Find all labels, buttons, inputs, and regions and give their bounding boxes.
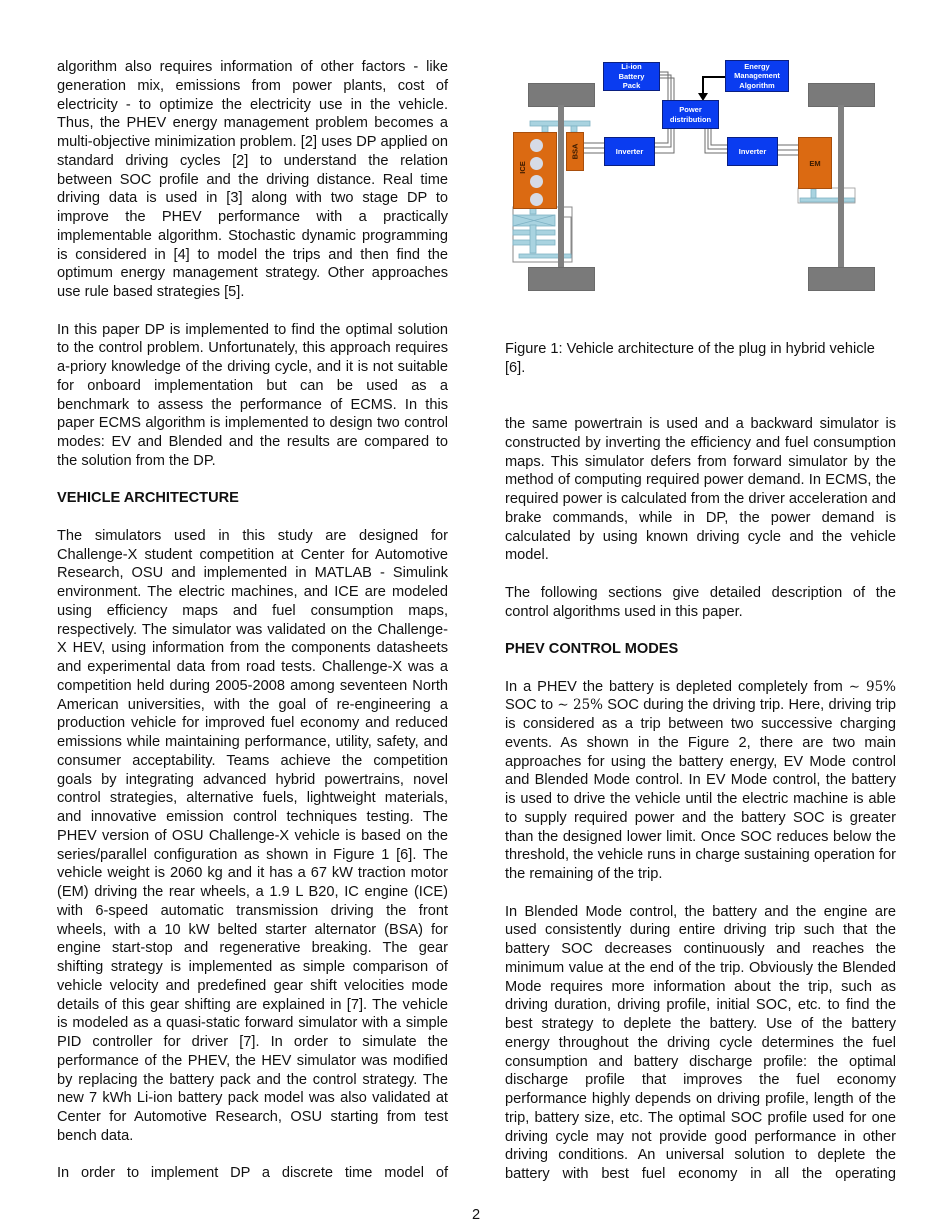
soc-low-value: 25% <box>572 697 603 714</box>
vehicle-architecture-paragraph-1: The simulators used in this study are designed for Challenge-X student competition at Center for Automotive Research, OSU and implemented in MATLAB - Simulink environment. The electric machines, and ICE are modeled using efficiency maps and fuel consumption maps, respectively. The simulator was validated on the Challenge-X HEV, using information from the components datasheets and experimental data from road tests. Challenge-X was a competition held during 2005-2008 among seventeen North American universities, with the goal of re-engineering a production vehicle for improved fuel economy and reduced emissions while maintaining performance, utility, safety, and consumer acceptability. Teams achieve the competition goals by integrating advanced hybrid powertrains, novel control strategies, alternative fuels, lightweight materials, and innovative emission control techniques testing. The PHEV version of OSU Challenge-X vehicle is based on the series/parallel configuration as shown in Figure 1 [6]. The vehicle weight is 2060 kg and it has a 67 kW traction motor (EM) driving the rear wheels, a 1.9 L B20, IC engine (ICE) with 6-speed automatic transmission driving the front wheels, with a 10 kW belted starter alternator (BSA) for engine start-stop and regenerative breaking. The gear shifting strategy is implemented as simple comparison of vehicle velocity and predefined gear shift velocities mode details of this gear shifting are explained in [7]. The vehicle is modeled as a quasi-static forward simulator with a simple PID controller for driver [7]. In order to simulate the performance of the PHEV, the HEV simulator was modified by replacing the battery pack and the control strategy. The new 7 kWh Li-ion battery pack model was also validated at Center for Automotive Research, OSU starting from test bench data. <box>57 527 448 1144</box>
bsa-label: BSA <box>570 143 580 160</box>
em-block <box>798 137 832 189</box>
battery-pack-block: Li-ion Battery Pack <box>603 62 660 91</box>
rear-axle <box>838 105 844 267</box>
section-heading-vehicle-architecture: VEHICLE ARCHITECTURE <box>57 490 239 507</box>
right-column <box>505 340 896 1184</box>
control-modes-paragraph-2: In Blended Mode control, the battery and the engine are used consistently during entire driving trip such that the battery SOC decreases continuously and reaches the minimum value at the end of the trip. Obviously the Blended Mode requires more information about the trip, such as driving duration, driving profile, initial SOC, etc. to find the best strategy to deplete the battery. Use of the battery energy throughout the driving cycle determines the fuel consumption and battery discharge profile: the optimal discharge profile that improves the fuel economy performance highly depends on driving profile, length of the trip, battery size, etc. The optimal SOC profile used for one driving cycle may not provide good performance in other driving conditions. An universal solution to deplete the battery with best fuel economy in all the operating <box>505 903 896 1182</box>
cylinder-icon <box>530 157 543 170</box>
section-heading-phev-control-modes: PHEV CONTROL MODES <box>505 641 679 657</box>
ice-engine-block <box>513 132 557 209</box>
energy-management-block: Energy Management Algorithm <box>725 60 789 92</box>
ice-label: ICE <box>517 161 527 174</box>
em-label: EM <box>809 158 821 168</box>
cylinder-icon <box>530 175 543 188</box>
soc-high-value: 95% <box>865 678 896 695</box>
figure-vehicle-architecture <box>505 55 900 300</box>
page-number: 2 <box>471 1207 481 1223</box>
cylinder-icon <box>530 193 543 206</box>
left-column <box>57 58 448 1183</box>
right-paragraph-2: The following sections give detailed description of the control algorithms used in this paper. <box>505 584 896 620</box>
control-modes-paragraph-1: In a PHEV the battery is depleted completely from ∼ 95% SOC to ∼ 25% SOC during the driving trip. Here, driving trip is considered as a trip between two successive charging events. As shown in the Figure 2, there are two main approaches for using the battery energy, EV Mode control and Blended Mode control. In EV Mode control, the battery is used to drive the vehicle until the electric machine is able to supply required power and the battery SOC is greater than the designed lower limit. Once SOC reduces below the threshold, the vehicle runs in charge sustaining operation for the remaining of the trip. <box>505 678 897 882</box>
figure-caption: Figure 1: Vehicle architecture of the plug in hybrid vehicle [6]. <box>505 341 875 376</box>
front-left-wheel-bottom <box>528 267 595 291</box>
power-distribution-block: Power distribution <box>662 100 719 129</box>
front-axle <box>558 105 564 267</box>
tilde-symbol: ∼ <box>848 678 861 695</box>
right-paragraph-1: the same powertrain is used and a backward simulator is constructed by inverting the efficiency and fuel consumption maps. This simulator defers from forward simulator by the method of computing required power demand. In ECMS, the required power is calculated from the driver acceleration and brake commands, while in DP, the power demand is calculated by using known driving cycle and the vehicle model. <box>505 416 896 564</box>
inverter-right-block: Inverter <box>727 137 778 166</box>
intro-paragraph-2: In this paper DP is implemented to find the optimal solution to the control problem. Unfortunately, this approach requires a-priory knowledge of the driving cycle, and it is not suitable for onboard implementation but can be used as a benchmark to assess the performance of ECMS. In this paper ECMS algorithm is implemented to design two control modes: EV and Blended and the results are compared to the solution from the DP. <box>57 321 448 469</box>
vehicle-architecture-paragraph-2: In order to implement DP a discrete time model of <box>57 1165 448 1182</box>
front-left-wheel-top <box>528 83 595 107</box>
inverter-left-block: Inverter <box>604 137 655 166</box>
rear-wheel-bottom <box>808 267 875 291</box>
rear-wheel-top <box>808 83 875 107</box>
bsa-block <box>566 132 584 171</box>
intro-paragraph-1: algorithm also requires information of other factors - like generation mix, emissions from power plants, cost of electricity - to optimize the electricity use in the vehicle. Thus, the PHEV energy management problem becomes a multi-objective minimization problem. [2] uses DP applied on standard driving cycles [2] to understand the relation between SOC profile and the driving distance. Real time driving data is used in [3] along with two stage DP to improve the PHEV performance with a practically implementable algorithm. Stochastic dynamic programming is considered in [4] to model the trips and then find the optimum energy management strategy. Other approaches use rule based strategies [5]. <box>57 59 448 300</box>
cylinder-icon <box>530 139 543 152</box>
